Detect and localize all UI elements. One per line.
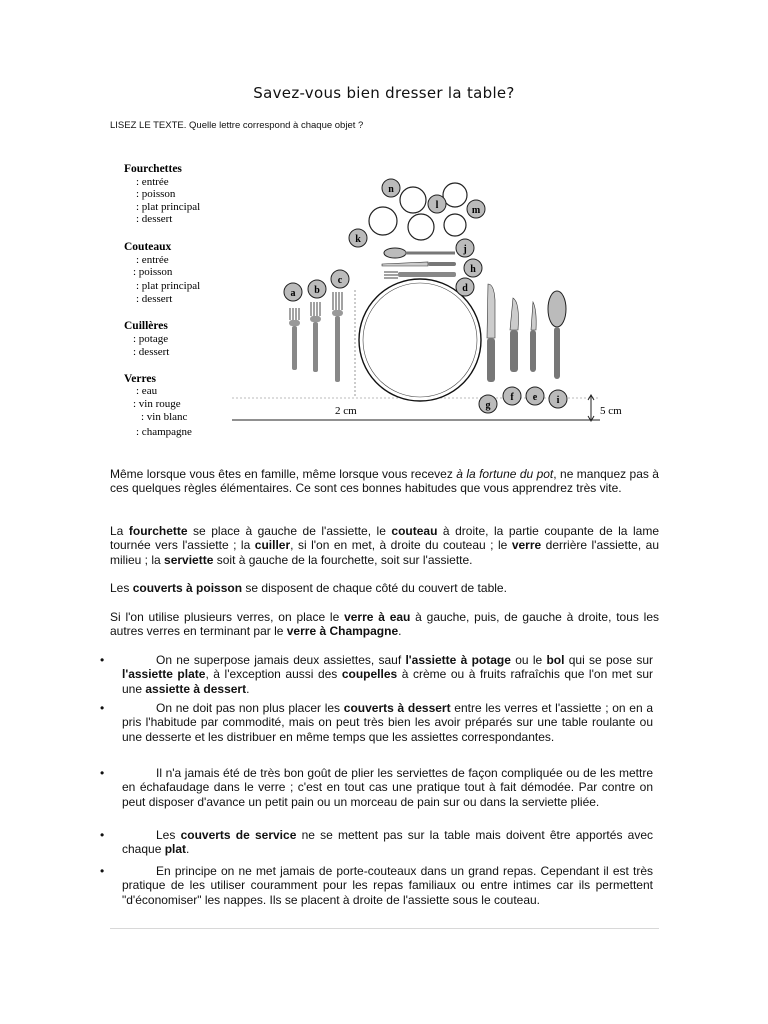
legend-item: : vin rouge (133, 398, 181, 410)
instruction: LISEZ LE TEXTE. Quelle lettre correspond à chaque objet ? (110, 120, 364, 131)
glass-icon (400, 187, 426, 213)
legend-couteaux-heading: Couteaux (124, 241, 172, 253)
list-item: Les couverts de service ne se mettent pas sur la table mais doivent être apportés avec chaque plat. (122, 828, 653, 857)
legend-item: : champagne (136, 426, 192, 438)
dessert-knife-icon (382, 262, 456, 266)
label-l: l (435, 200, 439, 211)
list-item: On ne superpose jamais deux assiettes, sauf l'assiette à potage ou le bol qui se pose sur l'assiette plate, à l'exception aussi des coupelles à crème ou à fruits rafraîchis que l'on met sur une assiette à dessert. (122, 653, 653, 696)
bullet-marker: • (100, 766, 105, 780)
legend-item: : poisson (136, 188, 176, 200)
knife-icon (530, 302, 536, 372)
bullet-marker: • (100, 653, 105, 667)
soup-spoon-icon (548, 291, 566, 379)
legend-cuilleres-heading: Cuillères (124, 320, 168, 332)
legend-item: : poisson (133, 266, 173, 278)
plate-icon (359, 279, 481, 401)
bullet-marker: • (100, 828, 105, 842)
page-title: Savez-vous bien dresser la table? (253, 84, 515, 102)
legend-item: : plat principal (136, 280, 201, 292)
label-e: e (532, 392, 538, 403)
paragraph-fish-cutlery: Les couverts à poisson se disposent de chaque côté du couvert de table. (110, 581, 507, 595)
legend-item: : dessert (133, 346, 170, 358)
glass-icon (408, 214, 434, 240)
label-f: f (510, 392, 514, 403)
fork-icon (289, 308, 300, 370)
dessert-fork-icon (384, 272, 456, 278)
fork-icon (332, 292, 343, 382)
label-a: a (290, 288, 296, 299)
legend-item: : plat principal (136, 201, 201, 213)
knife-icon (487, 284, 495, 382)
label-b: b (314, 285, 320, 296)
dimension-5cm: 5 cm (600, 405, 622, 417)
legend-item: : dessert (136, 293, 173, 305)
label-c: c (337, 275, 343, 286)
paragraph-intro: Même lorsque vous êtes en famille, même lorsque vous recevez à la fortune du pot, ne manquez pas à ces quelques règles élémentaires. Ce sont ces bonnes habitudes que vous apprendrez très vite. (110, 467, 659, 496)
knife-icon (510, 298, 518, 372)
legend-item: : vin blanc (141, 411, 188, 423)
dessert-spoon-icon (384, 248, 455, 258)
legend-fourchettes-heading: Fourchettes (124, 163, 182, 175)
divider (110, 928, 659, 929)
label-n: n (388, 184, 394, 195)
legend-item: : dessert (136, 213, 173, 225)
legend-item: : entrée (136, 254, 169, 266)
paragraph-glasses: Si l'on utilise plusieurs verres, on place le verre à eau à gauche, puis, de gauche à droite, tous les autres verres en terminant par le verre à Champagne. (110, 610, 660, 639)
label-j: j (463, 244, 467, 255)
legend-item: : potage (133, 333, 169, 345)
bullet-marker: • (100, 701, 105, 715)
table-setting-figure (0, 0, 768, 460)
label-k: k (355, 234, 361, 245)
fork-icon (310, 302, 321, 372)
list-item: Il n'a jamais été de très bon goût de plier les serviettes de façon compliquée ou de les mettre en échafaudage dans le verre ; c'est en tout cas une pratique tout à fait démodée. Par contre on peut disposer d'avance un petit pain ou un morceau de pain sur ou dans la serviette pliée. (122, 766, 653, 809)
label-d: d (462, 283, 468, 294)
list-item: En principe on ne met jamais de porte-couteaux dans un grand repas. Cependant il est très pratique de les utiliser couramment pour les repas familiaux ou entre intimes car ils permettent "d'économiser" les nappes. Ils se placent à droite de l'assiette sous le couteau. (122, 864, 653, 907)
label-h: h (470, 264, 476, 275)
label-m: m (471, 205, 481, 216)
list-item: On ne doit pas non plus placer les couverts à dessert entre les verres et l'assiette ; on en a pris l'habitude par commodité, mais on peut très bien les avoir préparés sur une table roulante ou une desserte et les distribuer en même temps que les assiettes correspondantes. (122, 701, 654, 744)
label-g: g (485, 400, 491, 411)
glass-icon (444, 214, 466, 236)
legend-item: : entrée (136, 176, 169, 188)
label-i: i (556, 395, 560, 406)
legend (124, 163, 200, 438)
paragraph-placement: La fourchette se place à gauche de l'assiette, le couteau à droite, la partie coupante de la lame tournée vers l'assiette ; la cuiller, si l'on en met, à droite du couteau ; le verre derrière l'assiette, au milieu ; la serviette soit à gauche de la fourchette, soit sur l'assiette. (110, 524, 659, 567)
dimension-2cm: 2 cm (335, 405, 357, 417)
glass-icon (369, 207, 397, 235)
bullet-marker: • (100, 864, 105, 878)
glass-icon (443, 183, 467, 207)
legend-verres-heading: Verres (124, 373, 156, 385)
legend-item: : eau (136, 385, 158, 397)
